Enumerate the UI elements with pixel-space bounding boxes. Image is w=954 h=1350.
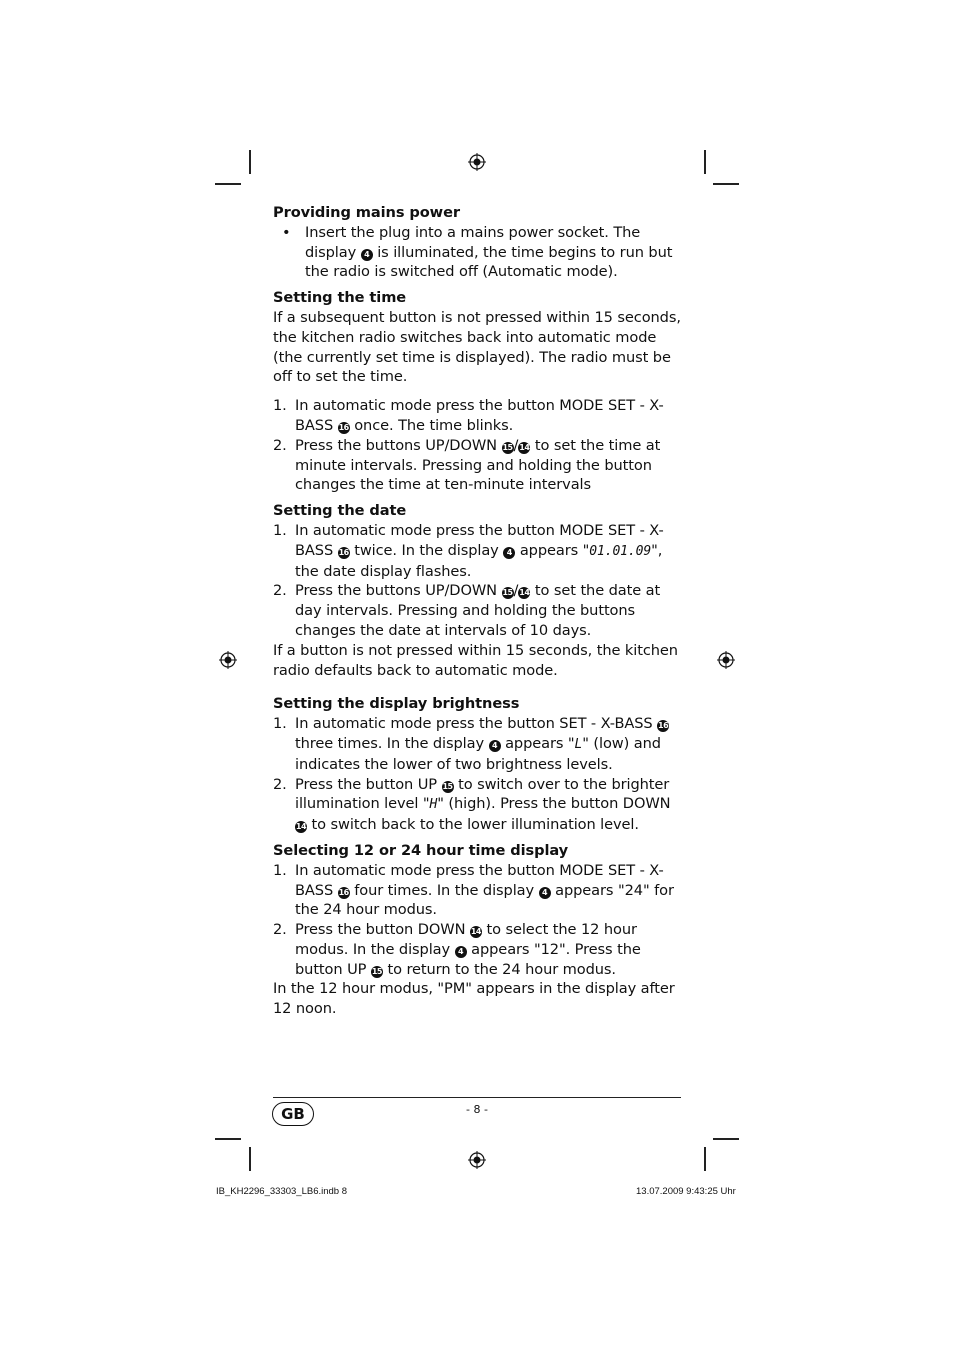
up-button-number-icon: 15 — [502, 588, 513, 598]
crop-mark — [713, 1138, 739, 1140]
down-button-number-icon: 14 — [295, 822, 307, 832]
up-button-number-icon: 15 — [442, 781, 453, 791]
print-file-name: IB_KH2296_33303_LB6.indb 8 — [216, 1186, 348, 1197]
crop-mark — [704, 1147, 706, 1171]
manual-text-column — [273, 203, 681, 1019]
footer-rule — [273, 1097, 681, 1098]
display-number-icon: 4 — [489, 740, 501, 752]
registration-mark-icon — [219, 651, 237, 669]
down-button-number-icon: 14 — [470, 927, 481, 937]
up-button-number-icon: 15 — [371, 966, 382, 976]
registration-mark-icon — [717, 651, 735, 669]
down-button-number-icon: 14 — [519, 588, 530, 598]
crop-mark — [249, 150, 251, 174]
up-button-number-icon: 15 — [502, 442, 513, 452]
bullet-item: • Insert the plug into a mains power socket. The display 4 is illuminated, the time begins to run but the radio is switched off (Automatic mode). — [282, 223, 673, 281]
section-heading: Setting the time — [273, 289, 407, 307]
mode-button-number-icon: 16 — [658, 721, 669, 731]
section-heading: Setting the display brightness — [273, 695, 520, 713]
list-item: 2. Press the button UP 15 to switch over to the brighter illumination level "H" (high). Press the button DOWN 14 to switch back to the lower illumination level. — [273, 775, 671, 834]
crop-mark — [704, 150, 706, 174]
registration-mark-icon — [468, 1151, 486, 1169]
down-button-number-icon: 14 — [519, 442, 530, 452]
paragraph: If a subsequent button is not pressed within 15 seconds, the kitchen radio switches back into automatic mode (the currently set time is displayed). The radio must be off to set the time. — [273, 308, 681, 386]
display-readout: L — [574, 736, 583, 752]
language-badge: GB — [272, 1102, 314, 1126]
display-number-icon: 4 — [455, 946, 467, 958]
paragraph: In the 12 hour modus, "PM" appears in the display after 12 noon. — [273, 980, 675, 1018]
paragraph: If a button is not pressed within 15 seconds, the kitchen radio defaults back to automatic mode. — [273, 641, 678, 679]
mode-button-number-icon: 16 — [338, 547, 349, 557]
mode-button-number-icon: 16 — [338, 887, 349, 897]
display-number-icon: 4 — [361, 249, 373, 261]
bullet-marker: • — [282, 223, 291, 241]
crop-mark — [249, 1147, 251, 1171]
list-item: 2. Press the buttons UP/DOWN 15/14 to set the time at minute intervals. Pressing and holding the button changes the time at ten-minute intervals — [273, 436, 661, 494]
list-item: 1. In automatic mode press the button MODE SET - X-BASS 16 four times. In the display 4 appears "24" for the 24 hour modus. — [273, 861, 674, 919]
section-heading: Setting the date — [273, 502, 407, 520]
list-item: 2. Press the buttons UP/DOWN 15/14 to set the date at day intervals. Pressing and holding the buttons changes the date at intervals of 10 days. — [273, 582, 661, 639]
registration-mark-icon — [468, 153, 486, 171]
list-item: 2. Press the button DOWN 14 to select the 12 hour modus. In the display 4 appears "12". Press the button UP 15 to return to the 24 hour modus. — [273, 921, 641, 978]
section-heading: Selecting 12 or 24 hour time display — [273, 841, 569, 859]
list-item: 1. In automatic mode press the button SET - X-BASS 16 three times. In the display 4 appears "L" (low) and indicates the lower of two brightness levels. — [273, 715, 669, 773]
page-number: - 8 - — [466, 1103, 488, 1116]
crop-mark — [215, 1138, 241, 1140]
list-item: 1. In automatic mode press the button MODE SET - X-BASS 16 once. The time blinks. — [273, 397, 664, 434]
crop-mark — [713, 183, 739, 185]
display-readout: 01.01.09 — [589, 543, 652, 559]
display-number-icon: 4 — [539, 887, 551, 899]
display-readout: H — [429, 797, 438, 813]
list-item: 1. In automatic mode press the button MODE SET - X-BASS 16 twice. In the display 4 appears "01.01.09", the date display flashes. — [273, 521, 664, 580]
crop-mark — [215, 183, 241, 185]
section-heading: Providing mains power — [273, 204, 460, 221]
print-timestamp: 13.07.2009 9:43:25 Uhr — [636, 1186, 736, 1197]
mode-button-number-icon: 16 — [338, 422, 349, 432]
display-number-icon: 4 — [503, 547, 515, 559]
